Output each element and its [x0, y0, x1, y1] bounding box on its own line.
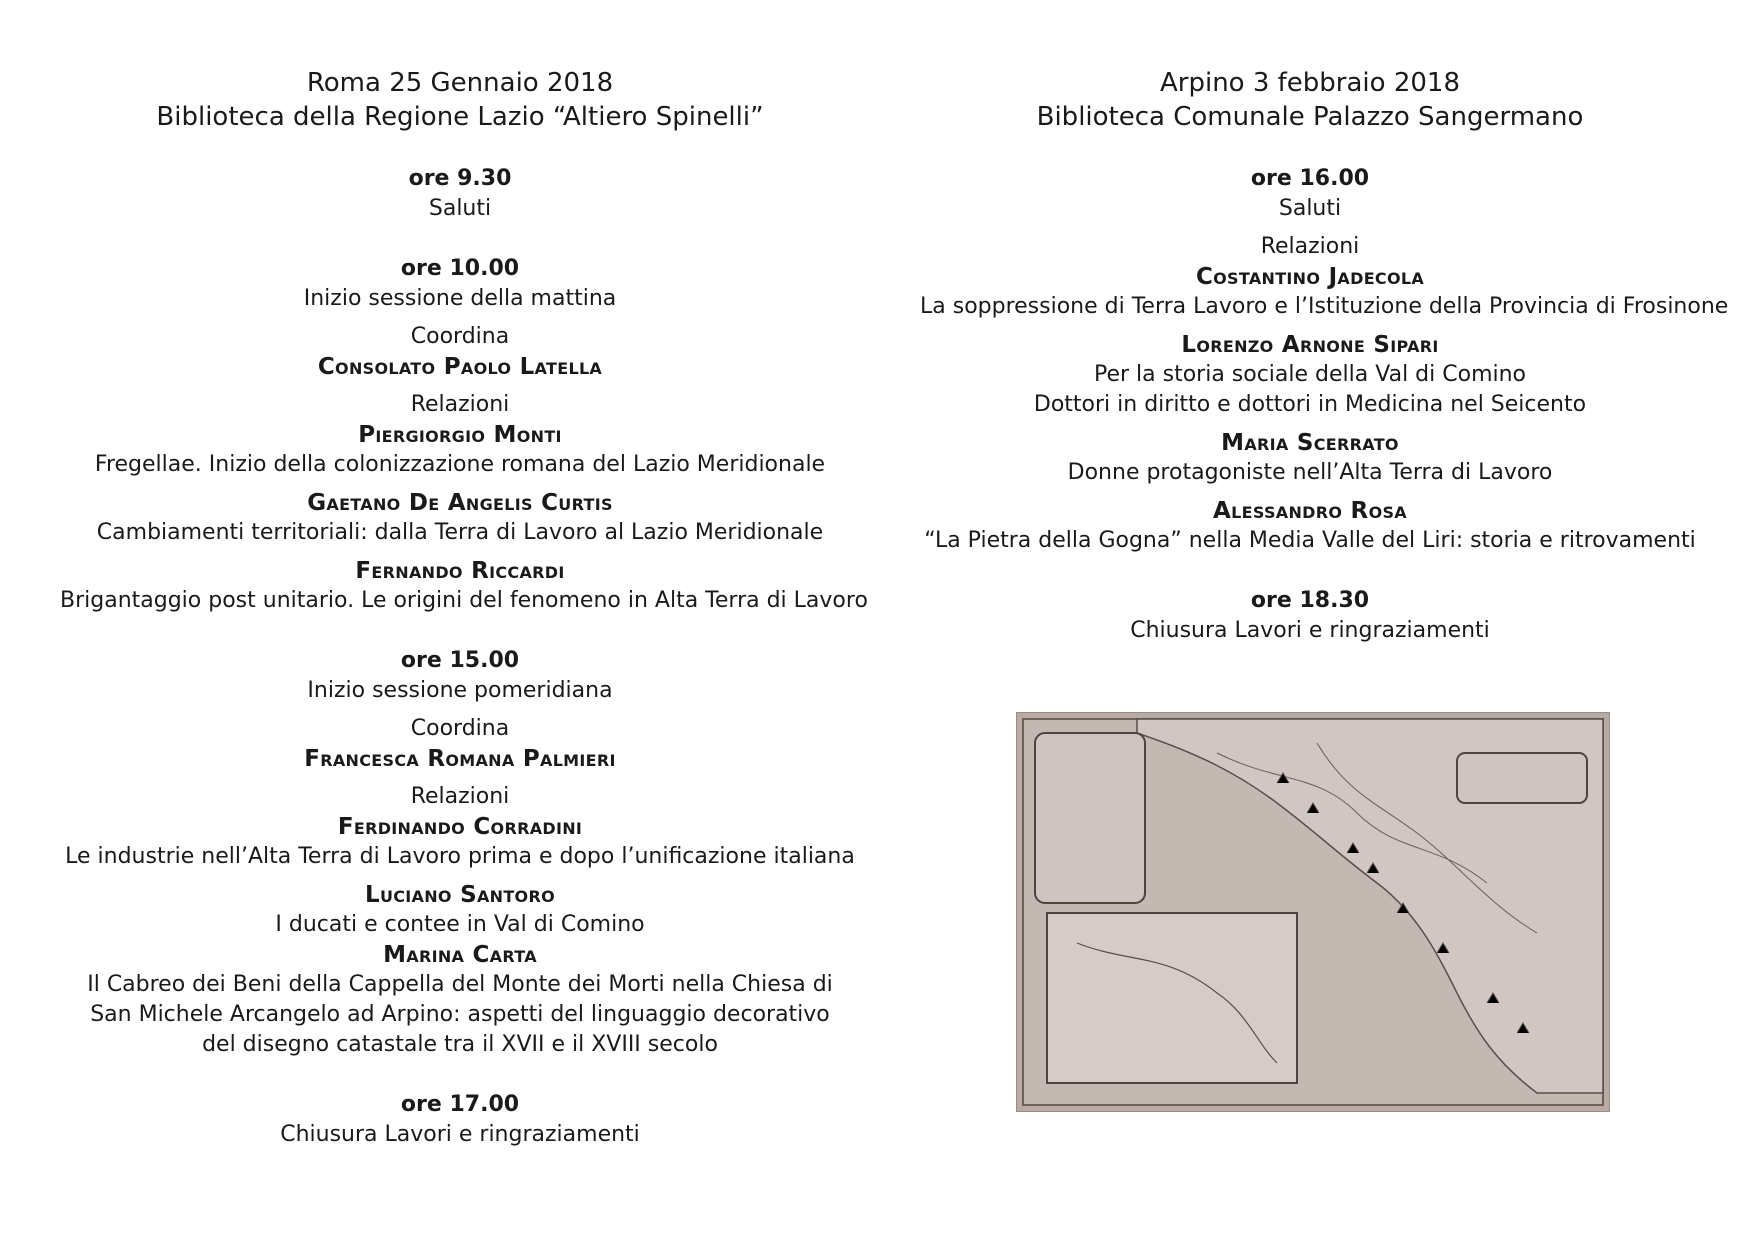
rome-desc-1: Saluti	[428, 196, 492, 221]
speaker-name: Piergiorgio Monti	[358, 422, 562, 448]
rome-desc-2: Inizio sessione della mattina	[303, 286, 617, 311]
rome-venue: Biblioteca della Regione Lazio “Altiero Spinelli”	[156, 102, 764, 132]
arpino-desc-1: Saluti	[1278, 196, 1342, 221]
arpino-venue: Biblioteca Comunale Palazzo Sangermano	[1036, 102, 1584, 132]
relazioni-label: Relazioni	[410, 784, 510, 809]
talk-title: Fregellae. Inizio della colonizzazione romana del Lazio Meridionale	[94, 452, 826, 477]
talk-title: Brigantaggio post unitario. Le origini del fenomeno in Alta Terra di Lavoro	[60, 588, 868, 613]
talk-title: La soppressione di Terra Lavoro e l’Istituzione della Provincia di Frosinone	[920, 294, 1729, 319]
rome-desc-3: Inizio sessione pomeridiana	[307, 678, 613, 703]
speaker-name: Ferdinando Corradini	[337, 814, 583, 840]
rome-place-date: Roma 25 Gennaio 2018	[306, 68, 614, 98]
arpino-time-1: ore 16.00	[1250, 166, 1370, 191]
rome-time-3: ore 15.00	[400, 648, 520, 673]
relazioni-label: Relazioni	[1260, 234, 1360, 259]
talk-title: Donne protagoniste nell’Alta Terra di Lavoro	[1067, 460, 1553, 485]
talk-title: Cambiamenti territoriali: dalla Terra di Lavoro al Lazio Meridionale	[96, 520, 824, 545]
talk-title: Le industrie nell’Alta Terra di Lavoro prima e dopo l’unificazione italiana	[65, 844, 855, 869]
coordinator-name: Francesca Romana Palmieri	[304, 746, 616, 772]
coordinator-name: Consolato Paolo Latella	[317, 354, 603, 380]
talk-title: “La Pietra della Gogna” nella Media Valle del Liri: storia e ritrovamenti	[924, 528, 1696, 553]
talk-title: del disegno catastale tra il XVII e il XVIII secolo	[202, 1032, 718, 1057]
speaker-name: Luciano Santoro	[364, 882, 555, 908]
speaker-name: Gaetano De Angelis Curtis	[307, 490, 613, 516]
talk-title: I ducati e contee in Val di Comino	[275, 912, 645, 937]
relazioni-label: Relazioni	[410, 392, 510, 417]
arpino-program	[920, 66, 1729, 646]
arpino-place-date: Arpino 3 febbraio 2018	[1159, 68, 1460, 98]
speaker-name: Fernando Riccardi	[355, 558, 565, 584]
rome-desc-4: Chiusura Lavori e ringraziamenti	[280, 1122, 640, 1147]
historic-map-image	[1016, 712, 1610, 1112]
talk-title: San Michele Arcangelo ad Arpino: aspetti del linguaggio decorativo	[90, 1002, 830, 1027]
speaker-name: Lorenzo Arnone Sipari	[1181, 332, 1439, 358]
speaker-name: Alessandro Rosa	[1213, 498, 1407, 524]
speaker-name: Maria Scerrato	[1221, 430, 1399, 456]
map-illustration	[1017, 713, 1609, 1111]
talk-title: Dottori in diritto e dottori in Medicina nel Seicento	[1033, 392, 1587, 417]
talk-title: Per la storia sociale della Val di Comino	[1093, 362, 1527, 387]
speaker-name: Costantino Jadecola	[1195, 264, 1425, 290]
coordina-label: Coordina	[410, 716, 510, 741]
arpino-time-2: ore 18.30	[1250, 588, 1370, 613]
talk-title: Il Cabreo dei Beni della Cappella del Monte dei Morti nella Chiesa di	[87, 972, 833, 997]
rome-time-1: ore 9.30	[408, 166, 512, 191]
rome-program	[60, 66, 868, 1150]
rome-time-2: ore 10.00	[400, 256, 520, 281]
coordina-label: Coordina	[410, 324, 510, 349]
arpino-desc-2: Chiusura Lavori e ringraziamenti	[1130, 618, 1490, 643]
rome-time-4: ore 17.00	[400, 1092, 520, 1117]
speaker-name: Marina Carta	[383, 942, 537, 968]
